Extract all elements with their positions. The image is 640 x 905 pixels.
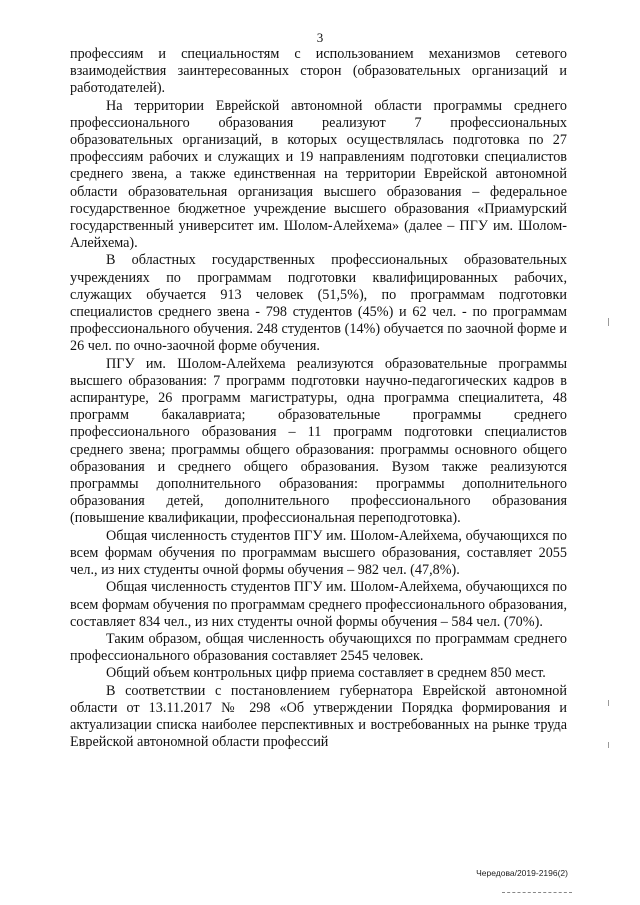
margin-mark xyxy=(608,742,609,748)
document-body xyxy=(70,46,567,751)
paragraph-5: Общая численность студентов ПГУ им. Шолом-Алейхема, обучающихся по всем формам обучения по программам высшего образования, составляет 2055 чел., из них студенты очной формы обучения – 982 чел. (47,8%). xyxy=(70,527,567,579)
margin-mark xyxy=(608,700,609,706)
page-number: 3 xyxy=(316,30,324,45)
paragraph-2: На территории Еврейской автономной области программы среднего профессионального образования реализуют 7 профессиональных образовательных организаций, в которых осуществлялась подготовка по 27 профессиям рабочих и служащих и 19 направлениям подготовки специалистов среднего звена, а также единственная на территории Еврейской автономной области образовательная организация высшего образования – федеральное государственное бюджетное учреждение высшего образования «Приамурский государственный университет им. Шолом-Алейхема» (далее – ПГУ им. Шолом-Алейхема). xyxy=(70,97,567,252)
paragraph-6: Общая численность студентов ПГУ им. Шолом-Алейхема, обучающихся по всем формам обучения по программам среднего профессионального образования, составляет 834 чел., из них студенты очной формы обучения – 584 чел. (70%). xyxy=(70,579,567,630)
paragraph-1: профессиям и специальностям с использованием механизмов сетевого взаимодействия заинтересованных сторон (образовательных организаций и работодателей). xyxy=(70,46,567,97)
footer-document-code: Чередова/2019-2196(2) xyxy=(476,868,568,878)
paragraph-7: Таким образом, общая численность обучающихся по программам среднего профессионального образования составляет 2545 человек. xyxy=(70,630,567,665)
paragraph-8: Общий объем контрольных цифр приема составляет в среднем 850 мест. xyxy=(106,665,546,682)
paragraph-9: В соответствии с постановлением губернатора Еврейской автономной области от 13.11.2017 № 298 «Об утверждении Порядка формирования и актуализации списка наиболее перспективных и востребованных на рынке труда Еврейской автономной области профессий xyxy=(70,682,567,751)
paragraph-3: В областных государственных профессиональных образовательных учреждениях по программам подготовки квалифицированных рабочих, служащих обучается 913 человек (51,5%), по программам подготовки специалистов среднего звена - 798 студентов (45%) и 62 чел. - по программам профессионального обучения. 248 студентов (14%) обучается по заочной форме и 26 чел. по очно-заочной форме обучения. xyxy=(70,252,567,355)
margin-mark xyxy=(608,318,609,326)
footer-rule xyxy=(502,892,572,893)
paragraph-4: ПГУ им. Шолом-Алейхема реализуются образовательные программы высшего образования: 7 программ подготовки научно-педагогических кадров в аспирантуре, 26 программ магистратуры, одна программа специалитета, 48 программ бакалавриата; образовательные программы среднего профессионального образования – 11 программ подготовки специалистов среднего звена; программы общего образования: программы основного общего образования и среднего общего образования. Вузом также реализуются программы дополнительного образования: программы дополнительного образования детей, дополнительного профессионального образования (повышение квалификации, профессиональная переподготовка). xyxy=(70,355,567,527)
